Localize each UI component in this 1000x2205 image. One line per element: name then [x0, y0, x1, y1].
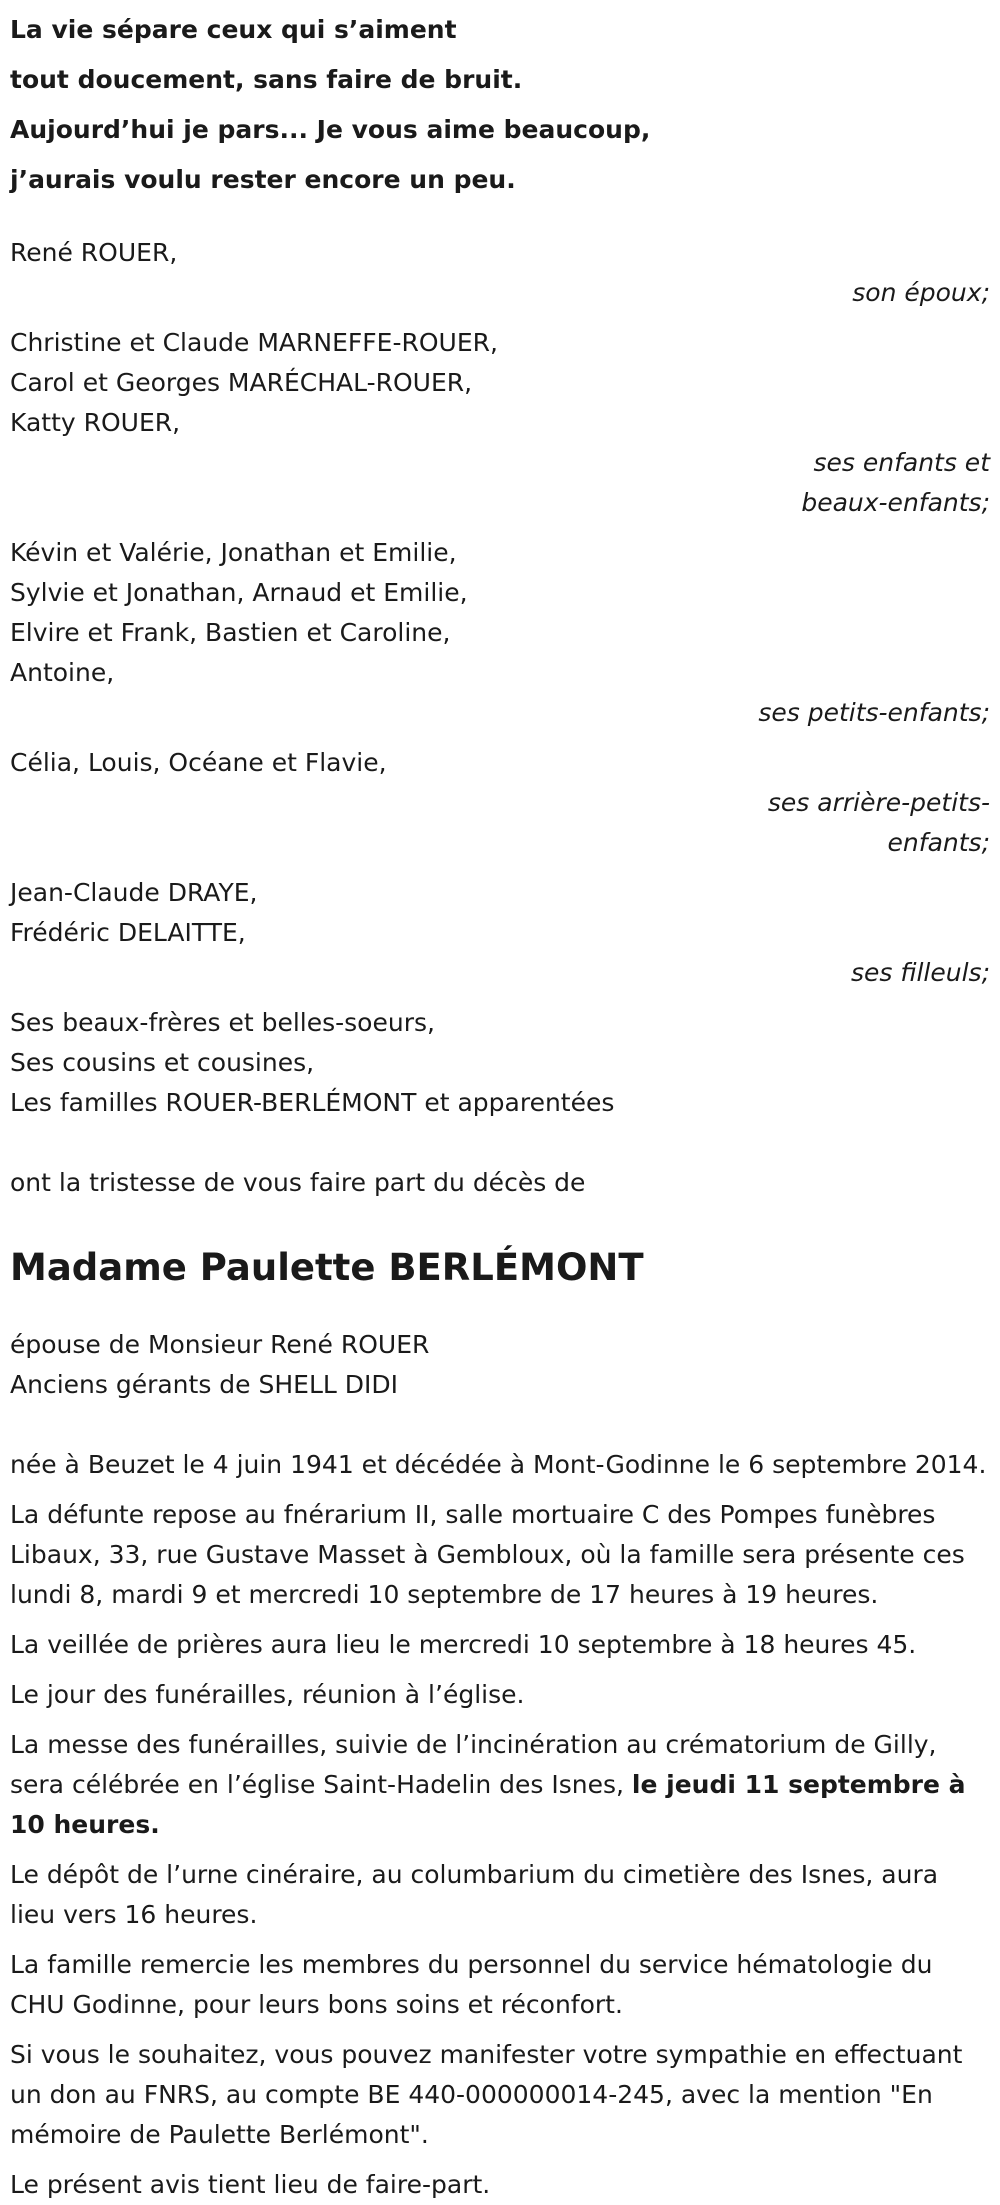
meeting-paragraph: Le jour des funérailles, réunion à l’église.	[10, 1680, 525, 1709]
notice-paragraph: Le présent avis tient lieu de faire-part.	[10, 2170, 491, 2199]
grandchildren-block	[10, 533, 1000, 733]
mass-date-bold: le jeudi 11 septembre à 10 heures.	[10, 1770, 966, 1839]
detail-line: épouse de Monsieur René ROUER	[10, 1330, 430, 1359]
poem-line: Aujourd’hui je pars... Je vous aime beaucoup,	[10, 115, 651, 144]
grandchildren-role: ses petits-enfants;	[758, 698, 990, 727]
donation-paragraph: Si vous le souhaitez, vous pouvez manifester votre sympathie en effectuant un don au FNRS, au compte BE 440-000000014-245, avec la mention "En mémoire de Paulette Berlémont".	[10, 2040, 963, 2149]
great-grandchildren-block	[10, 743, 1000, 863]
godchild-name: Frédéric DELAITTE,	[10, 918, 246, 947]
other-relatives-block	[10, 1003, 1000, 1123]
grandchild-name: Antoine,	[10, 658, 115, 687]
spouse-block	[10, 233, 1000, 313]
poem-line: tout doucement, sans faire de bruit.	[10, 65, 523, 94]
great-grandchildren-names: Célia, Louis, Océane et Flavie,	[10, 748, 387, 777]
mass-paragraph	[10, 1725, 990, 1845]
spouse-role: son époux;	[852, 278, 990, 307]
deceased-details	[10, 1325, 1000, 1405]
other-relatives-line: Ses beaux-frères et belles-soeurs,	[10, 1008, 435, 1037]
poem-line: j’aurais voulu rester encore un peu.	[10, 165, 516, 194]
children-block	[10, 323, 1000, 523]
poem-line: La vie sépare ceux qui s’aiment	[10, 15, 457, 44]
godchildren-role: ses filleuls;	[850, 958, 990, 987]
deceased-name: Madame Paulette BERLÉMONT	[10, 1246, 644, 1289]
other-relatives-line: Les familles ROUER-BERLÉMONT et apparentées	[10, 1088, 615, 1117]
children-role-line: ses enfants et	[813, 448, 990, 477]
vigil-paragraph: La veillée de prières aura lieu le mercredi 10 septembre à 18 heures 45.	[10, 1630, 917, 1659]
grandchild-name: Sylvie et Jonathan, Arnaud et Emilie,	[10, 578, 468, 607]
grandchild-name: Kévin et Valérie, Jonathan et Emilie,	[10, 538, 457, 567]
announcement-text: ont la tristesse de vous faire part du décès de	[10, 1168, 586, 1197]
spouse-name: René ROUER,	[10, 238, 178, 267]
child-name: Christine et Claude MARNEFFE-ROUER,	[10, 328, 498, 357]
great-grandchildren-role-line: ses arrière-petits-	[767, 788, 990, 817]
birth-death-paragraph: née à Beuzet le 4 juin 1941 et décédée à Mont-Godinne le 6 septembre 2014.	[10, 1450, 987, 1479]
other-relatives-line: Ses cousins et cousines,	[10, 1048, 315, 1077]
urn-paragraph: Le dépôt de l’urne cinéraire, au columbarium du cimetière des Isnes, aura lieu vers 16 heures.	[10, 1860, 939, 1929]
child-name: Katty ROUER,	[10, 408, 181, 437]
godchildren-block	[10, 873, 1000, 993]
child-name: Carol et Georges MARÉCHAL-ROUER,	[10, 368, 473, 397]
godchild-name: Jean-Claude DRAYE,	[10, 878, 258, 907]
rest-paragraph: La défunte repose au fnérarium II, salle mortuaire C des Pompes funèbres Libaux, 33, rue Gustave Masset à Gembloux, où la famille sera présente ces lundi 8, mardi 9 et mercredi 10 septembre de 17 heures à 19 heures.	[10, 1500, 965, 1609]
detail-line: Anciens gérants de SHELL DIDI	[10, 1370, 399, 1399]
mass-text: La messe des funérailles, suivie de l’incinération au crématorium de Gilly, sera célébrée en l’église Saint-Hadelin des Isnes,	[10, 1730, 937, 1799]
children-role-line: beaux-enfants;	[801, 488, 990, 517]
thanks-paragraph: La famille remercie les membres du personnel du service hématologie du CHU Godinne, pour leurs bons soins et réconfort.	[10, 1950, 933, 2019]
poem	[10, 0, 1000, 205]
great-grandchildren-role-line: enfants;	[887, 828, 990, 857]
grandchild-name: Elvire et Frank, Bastien et Caroline,	[10, 618, 451, 647]
